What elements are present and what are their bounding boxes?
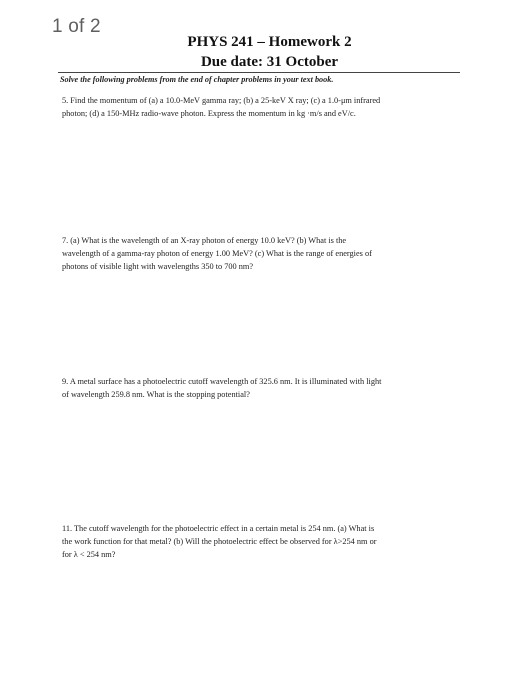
problem-line: photons of visible light with wavelengths 350 to 700 nm?: [62, 262, 254, 271]
problem-line: the work function for that metal? (b) Will the photoelectric effect be observed for λ>254 nm or: [62, 537, 377, 546]
problem-line: 9. A metal surface has a photoelectric cutoff wavelength of 325.6 nm. It is illuminated with light: [62, 377, 382, 386]
document-title: PHYS 241 – Homework 2: [187, 34, 352, 50]
problem-line: 7. (a) What is the wavelength of an X-ray photon of energy 10.0 keV? (b) What is the: [62, 236, 347, 245]
instructions: Solve the following problems from the end of chapter problems in your text book.: [60, 75, 334, 84]
problem-line: wavelength of a gamma-ray photon of energy 1.00 MeV? (c) What is the range of energies of: [62, 249, 372, 258]
problem-line: 11. The cutoff wavelength for the photoelectric effect in a certain metal is 254 nm. (a) What is: [62, 524, 375, 533]
problem-line: for λ < 254 nm?: [62, 550, 116, 559]
problem-line: 5. Find the momentum of (a) a 10.0-MeV gamma ray; (b) a 25-keV X ray; (c) a 1.0-μm infrared: [62, 96, 381, 105]
problem-11: [62, 522, 462, 561]
due-date: Due date: 31 October: [200, 54, 339, 70]
page-counter: 1 of 2: [52, 16, 101, 37]
problem-line: of wavelength 259.8 nm. What is the stopping potential?: [62, 390, 250, 399]
problem-line: photon; (d) a 150-MHz radio-wave photon. Express the momentum in kg ·m/s and eV/c.: [62, 109, 356, 118]
problem-9: [62, 375, 462, 401]
header-divider: [58, 72, 460, 73]
problem-7: [62, 234, 462, 273]
problem-5: [62, 94, 462, 120]
